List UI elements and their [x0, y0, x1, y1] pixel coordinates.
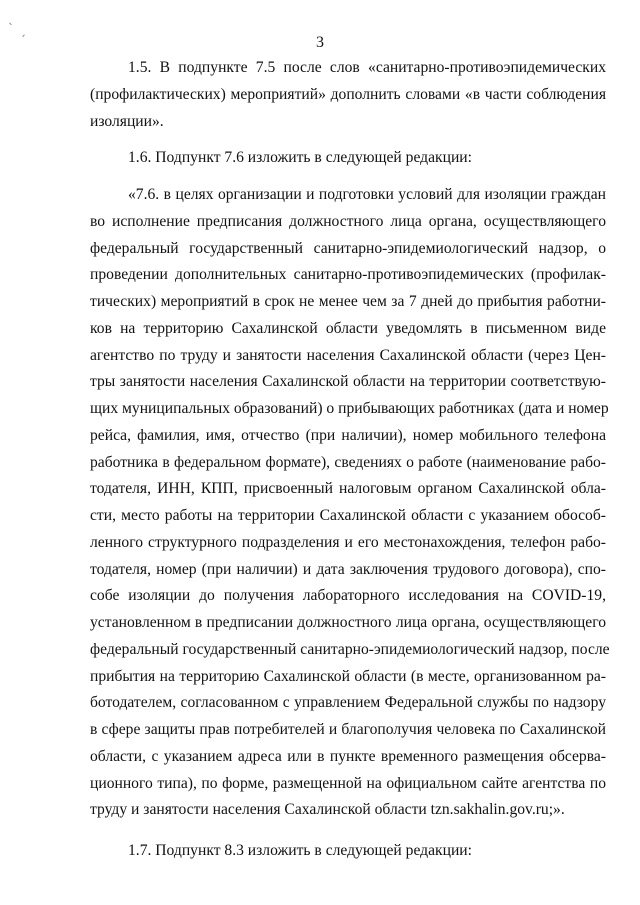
text-line: области, с указанием адреса или в пункте временного размещения обсерва- [90, 747, 606, 765]
text-line: федеральный государственный санитарно-эпидемиологический надзор, после [90, 640, 610, 658]
text-line: прибытия на территорию Сахалинской области (в месте, организованном ра- [90, 667, 606, 685]
page-number: 3 [316, 34, 324, 51]
text-line: тических) мероприятий в срок не менее чем за 7 дней до прибытия работни- [90, 293, 606, 310]
paragraph-7-6 [90, 182, 610, 824]
text-line: во исполнение предписания должностного лица органа, осуществляющего [90, 212, 606, 230]
text-line: изоляции». [90, 112, 164, 130]
text-line: тодателя, номер (при наличии) и дата заключения трудового договора), спо- [90, 560, 606, 578]
text-line: щих муниципальных образований) о прибывающих работниках (дата и номер [90, 400, 609, 417]
text-line: ботодателем, согласованном с управлением Федеральной службы по надзору [90, 694, 606, 712]
text-line: «7.6. в целях организации и подготовки условий для изоляции граждан [128, 186, 606, 203]
text-line: в сфере защиты прав потребителей и благополучия человека по Сахалинской [90, 721, 606, 738]
text-line: (профилактических) мероприятий» дополнить словами «в части соблюдения [90, 85, 606, 103]
text-line: агентство по труду и занятости населения Сахалинской области (через Цен- [90, 346, 606, 364]
text-line: труду и занятости населения Сахалинской области tzn.sakhalin.gov.ru;». [90, 801, 565, 819]
text-line: 1.7. Подпункт 8.3 изложить в следующей редакции: [128, 842, 472, 859]
text-line: ционного типа), по форме, размещенной на официальном сайте агентства по [90, 774, 606, 792]
text-line: работника в федеральном формате), сведениях о работе (наименование рабо- [90, 453, 606, 471]
text-line: федеральный государственный санитарно-эпидемиологический надзор, о [90, 239, 606, 257]
text-line: рейса, фамилия, имя, отчество (при наличии), номер мобильного телефона [90, 426, 606, 444]
scan-mark: ˎ [8, 11, 14, 25]
document-body [90, 55, 610, 865]
paragraph-1-6 [90, 145, 606, 172]
text-line: тодателя, ИНН, КПП, присвоенный налоговым органом Сахалинской обла- [90, 480, 606, 498]
text-line: тры занятости населения Сахалинской области на территории соответствую- [90, 373, 606, 391]
text-line: ленного структурного подразделения и его местонахождения, телефон рабо- [90, 533, 606, 551]
text-line: ков на территорию Сахалинской области уведомлять в письменном виде [90, 319, 606, 337]
paragraph-1-7 [90, 838, 606, 865]
text-line: установленном в предписании должностного лица органа, осуществляющего [90, 614, 606, 631]
text-line: собе изоляции до получения лабораторного исследования на COVID-19, [90, 587, 606, 605]
scan-mark: ˏ [20, 23, 26, 37]
text-line: 1.6. Подпункт 7.6 изложить в следующей редакции: [128, 149, 472, 167]
text-line: проведении дополнительных санитарно-противоэпидемических (профилак- [90, 266, 606, 284]
paragraph-1-5 [90, 55, 606, 135]
text-line: 1.5. В подпункте 7.5 после слов «санитарно-противоэпидемических [128, 59, 606, 76]
text-line: сти, место работы на территории Сахалинской области с указанием обособ- [90, 507, 606, 524]
